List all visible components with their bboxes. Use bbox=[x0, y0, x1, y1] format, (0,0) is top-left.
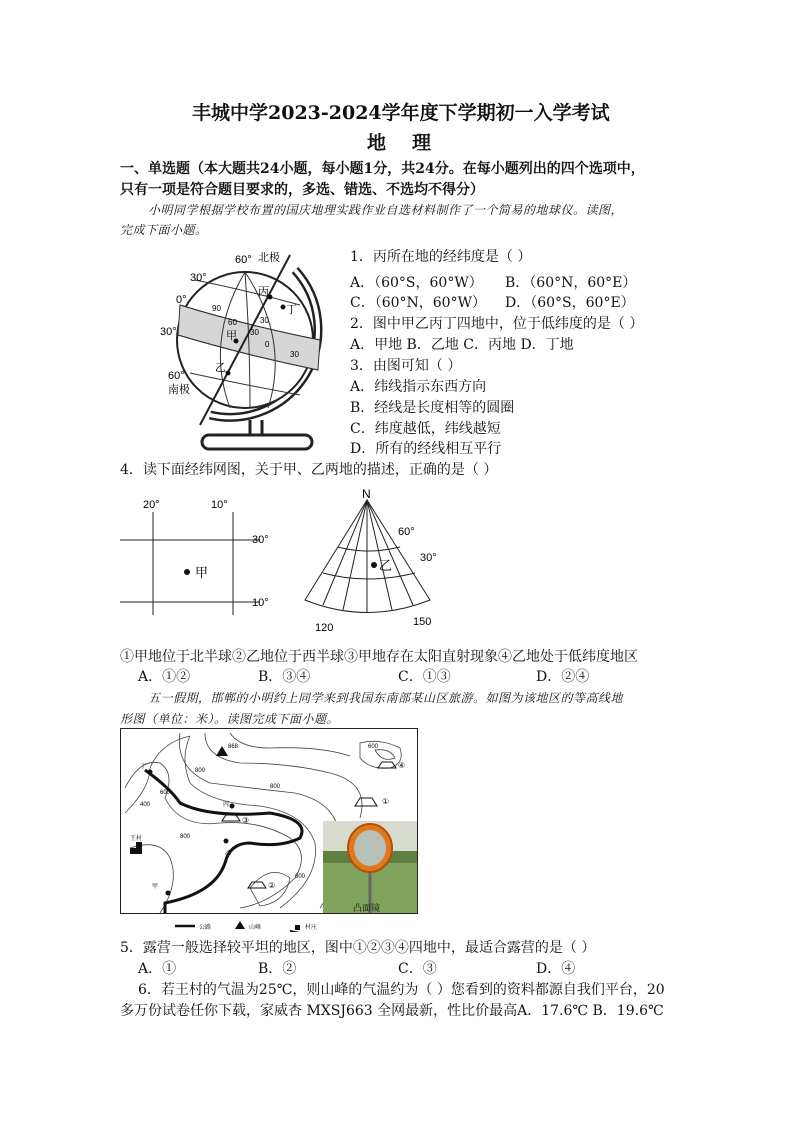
q3-stem: 3．由图可知（ ） bbox=[350, 358, 462, 374]
globe-base bbox=[202, 435, 312, 449]
intro-line2: 完成下面小题。 bbox=[120, 223, 208, 237]
q6-line1: 6．若王村的气温为25℃，则山峰的气温约为（ ）您看到的资料都源自我们平台，20 bbox=[138, 982, 665, 998]
q2-stem: 2．图中甲乙丙丁四地中，位于低纬度的是（ ） bbox=[350, 316, 644, 332]
globe-jia: 甲 bbox=[226, 330, 237, 342]
intro2-line1: 五一假期，邯郸的小明约上同学来到我国东南部某山区旅游。如图为该地区的等高线地 bbox=[148, 691, 624, 705]
polar-lat-30: 30° bbox=[420, 552, 437, 564]
grid-lat-10: 10° bbox=[252, 597, 269, 609]
site-2-label: ② bbox=[268, 881, 276, 890]
q5-option-d: D．④ bbox=[536, 961, 576, 977]
grid-lon-10: 10° bbox=[211, 499, 228, 511]
q5-option-c: C．③ bbox=[398, 961, 437, 977]
site-3-label: ③ bbox=[242, 816, 250, 825]
globe-60n: 60° bbox=[235, 254, 252, 266]
globe-stem bbox=[250, 420, 262, 435]
polar-lon-120: 120 bbox=[315, 622, 334, 634]
intro2-line2: 形图（单位：米）。读图完成下面小题。 bbox=[120, 712, 340, 726]
site-1-label: ① bbox=[382, 797, 390, 806]
grid-map bbox=[115, 490, 285, 620]
q4-stem: 4．读下面经纬网图，关于甲、乙两地的描述，正确的是（ ） bbox=[120, 462, 498, 478]
globe-60s: 60° bbox=[168, 370, 185, 382]
point-yi: 乙 bbox=[225, 851, 232, 857]
polar-map bbox=[295, 485, 455, 635]
globe-yi: 乙 bbox=[215, 362, 226, 374]
q4-option-c: C．①③ bbox=[398, 669, 451, 685]
legend-road: 公路 bbox=[199, 925, 212, 931]
site-4-label: ④ bbox=[398, 761, 406, 770]
globe-ding: 丁 bbox=[286, 304, 297, 316]
contour-800b: 800 bbox=[270, 784, 281, 790]
globe-num-90: 90 bbox=[212, 304, 221, 313]
globe-figure bbox=[150, 245, 350, 455]
contour-map bbox=[120, 728, 418, 934]
q1-option-b: B．（60°N，60°E） bbox=[505, 275, 637, 291]
polar-lat-60: 60° bbox=[398, 526, 415, 538]
contour-800c: 800 bbox=[180, 834, 191, 840]
globe-num-60: 60 bbox=[228, 318, 237, 327]
contour-600b: 600 bbox=[368, 744, 379, 750]
exam-title: 丰城中学2023-2024学年度下学期初一入学考试 bbox=[192, 102, 610, 124]
photo-caption: 凸面镜 bbox=[353, 903, 381, 913]
q6-line2: 多万份试卷任你下载，家威杏 MXSJ663 全网最新，性比价最高A．17.6℃ B．19.6℃ bbox=[120, 1003, 664, 1019]
q1-stem: 1．丙所在地的经纬度是（ ） bbox=[350, 249, 532, 265]
intro-line1: 小明同学根据学校布置的国庆地理实践作业自选材料制作了一个简易的地球仪。读图， bbox=[148, 203, 624, 217]
legend-peak: 山峰 bbox=[249, 925, 262, 931]
polar-north: N bbox=[362, 487, 371, 501]
q5-option-b: B．② bbox=[258, 961, 297, 977]
peak-elev: 868 bbox=[228, 744, 239, 750]
globe-num-30c: 30 bbox=[260, 316, 269, 325]
q5-option-a: A．① bbox=[138, 961, 177, 977]
section-heading-line1: 一、单选题（本大题共24小题，每小题1分，共24分。在每小题列出的四个选项中， bbox=[120, 161, 645, 177]
q1-option-a: A．（60°S，60°W） bbox=[350, 275, 483, 291]
contour-600a: 600 bbox=[160, 790, 171, 796]
globe-north-pole: 北极 bbox=[258, 252, 280, 264]
grid-point-jia: 甲 bbox=[195, 565, 209, 580]
subject-title: 地理 bbox=[367, 132, 458, 154]
polar-lon-150: 150 bbox=[413, 616, 432, 628]
globe-30s: 30° bbox=[160, 326, 177, 338]
q1-option-d: D．（60°S，60°E） bbox=[505, 295, 635, 311]
q1-option-c: C．（60°N，60°W） bbox=[350, 295, 486, 311]
globe-0: 0° bbox=[176, 294, 187, 306]
grid-lon-20: 20° bbox=[143, 499, 160, 511]
q5-stem: 5．露营一般选择较平坦的地区，图中①②③④四地中，最适合露营的是（ ） bbox=[120, 940, 596, 956]
village-label: 王村 bbox=[130, 836, 143, 842]
contour-800a: 800 bbox=[195, 768, 206, 774]
globe-south-pole: 南极 bbox=[168, 384, 190, 396]
globe-num-30b: 30 bbox=[290, 350, 299, 359]
contour-400: 400 bbox=[140, 802, 151, 808]
section-heading-line2: 只有一项是符合题目要求的，多选、错选、不选均不得分） bbox=[120, 182, 484, 198]
point-bing: 丙 bbox=[223, 802, 230, 808]
contour-600c: 600 bbox=[295, 874, 306, 880]
q4-option-a: A．①② bbox=[138, 669, 191, 685]
globe-bing: 丙 bbox=[258, 286, 269, 298]
globe-num-0: 0 bbox=[265, 340, 270, 349]
polar-point-yi: 乙 bbox=[379, 558, 393, 573]
q4-option-d: D．②④ bbox=[536, 669, 590, 685]
q4-option-b: B．③④ bbox=[258, 669, 311, 685]
q4-statements: ①甲地位于北半球②乙地位于西半球③甲地存在太阳直射现象④乙地处于低纬度地区 bbox=[120, 649, 638, 665]
q3-option-d: D．所有的经线相互平行 bbox=[350, 441, 502, 457]
point-jia: 甲 bbox=[152, 884, 159, 890]
legend-village: 村庄 bbox=[305, 925, 318, 931]
globe-30n: 30° bbox=[190, 272, 207, 284]
globe-num-30: 30 bbox=[250, 328, 259, 337]
q2-options: A．甲地 B．乙地 C．丙地 D．丁地 bbox=[350, 337, 574, 353]
grid-lat-30: 30° bbox=[252, 534, 269, 546]
q3-option-b: B．经线是长度相等的圆圈 bbox=[350, 400, 515, 416]
point-ding: 丁 bbox=[140, 764, 147, 770]
q3-option-a: A．纬线指示东西方向 bbox=[350, 379, 487, 395]
q3-option-c: C．纬度越低，纬线越短 bbox=[350, 421, 501, 437]
